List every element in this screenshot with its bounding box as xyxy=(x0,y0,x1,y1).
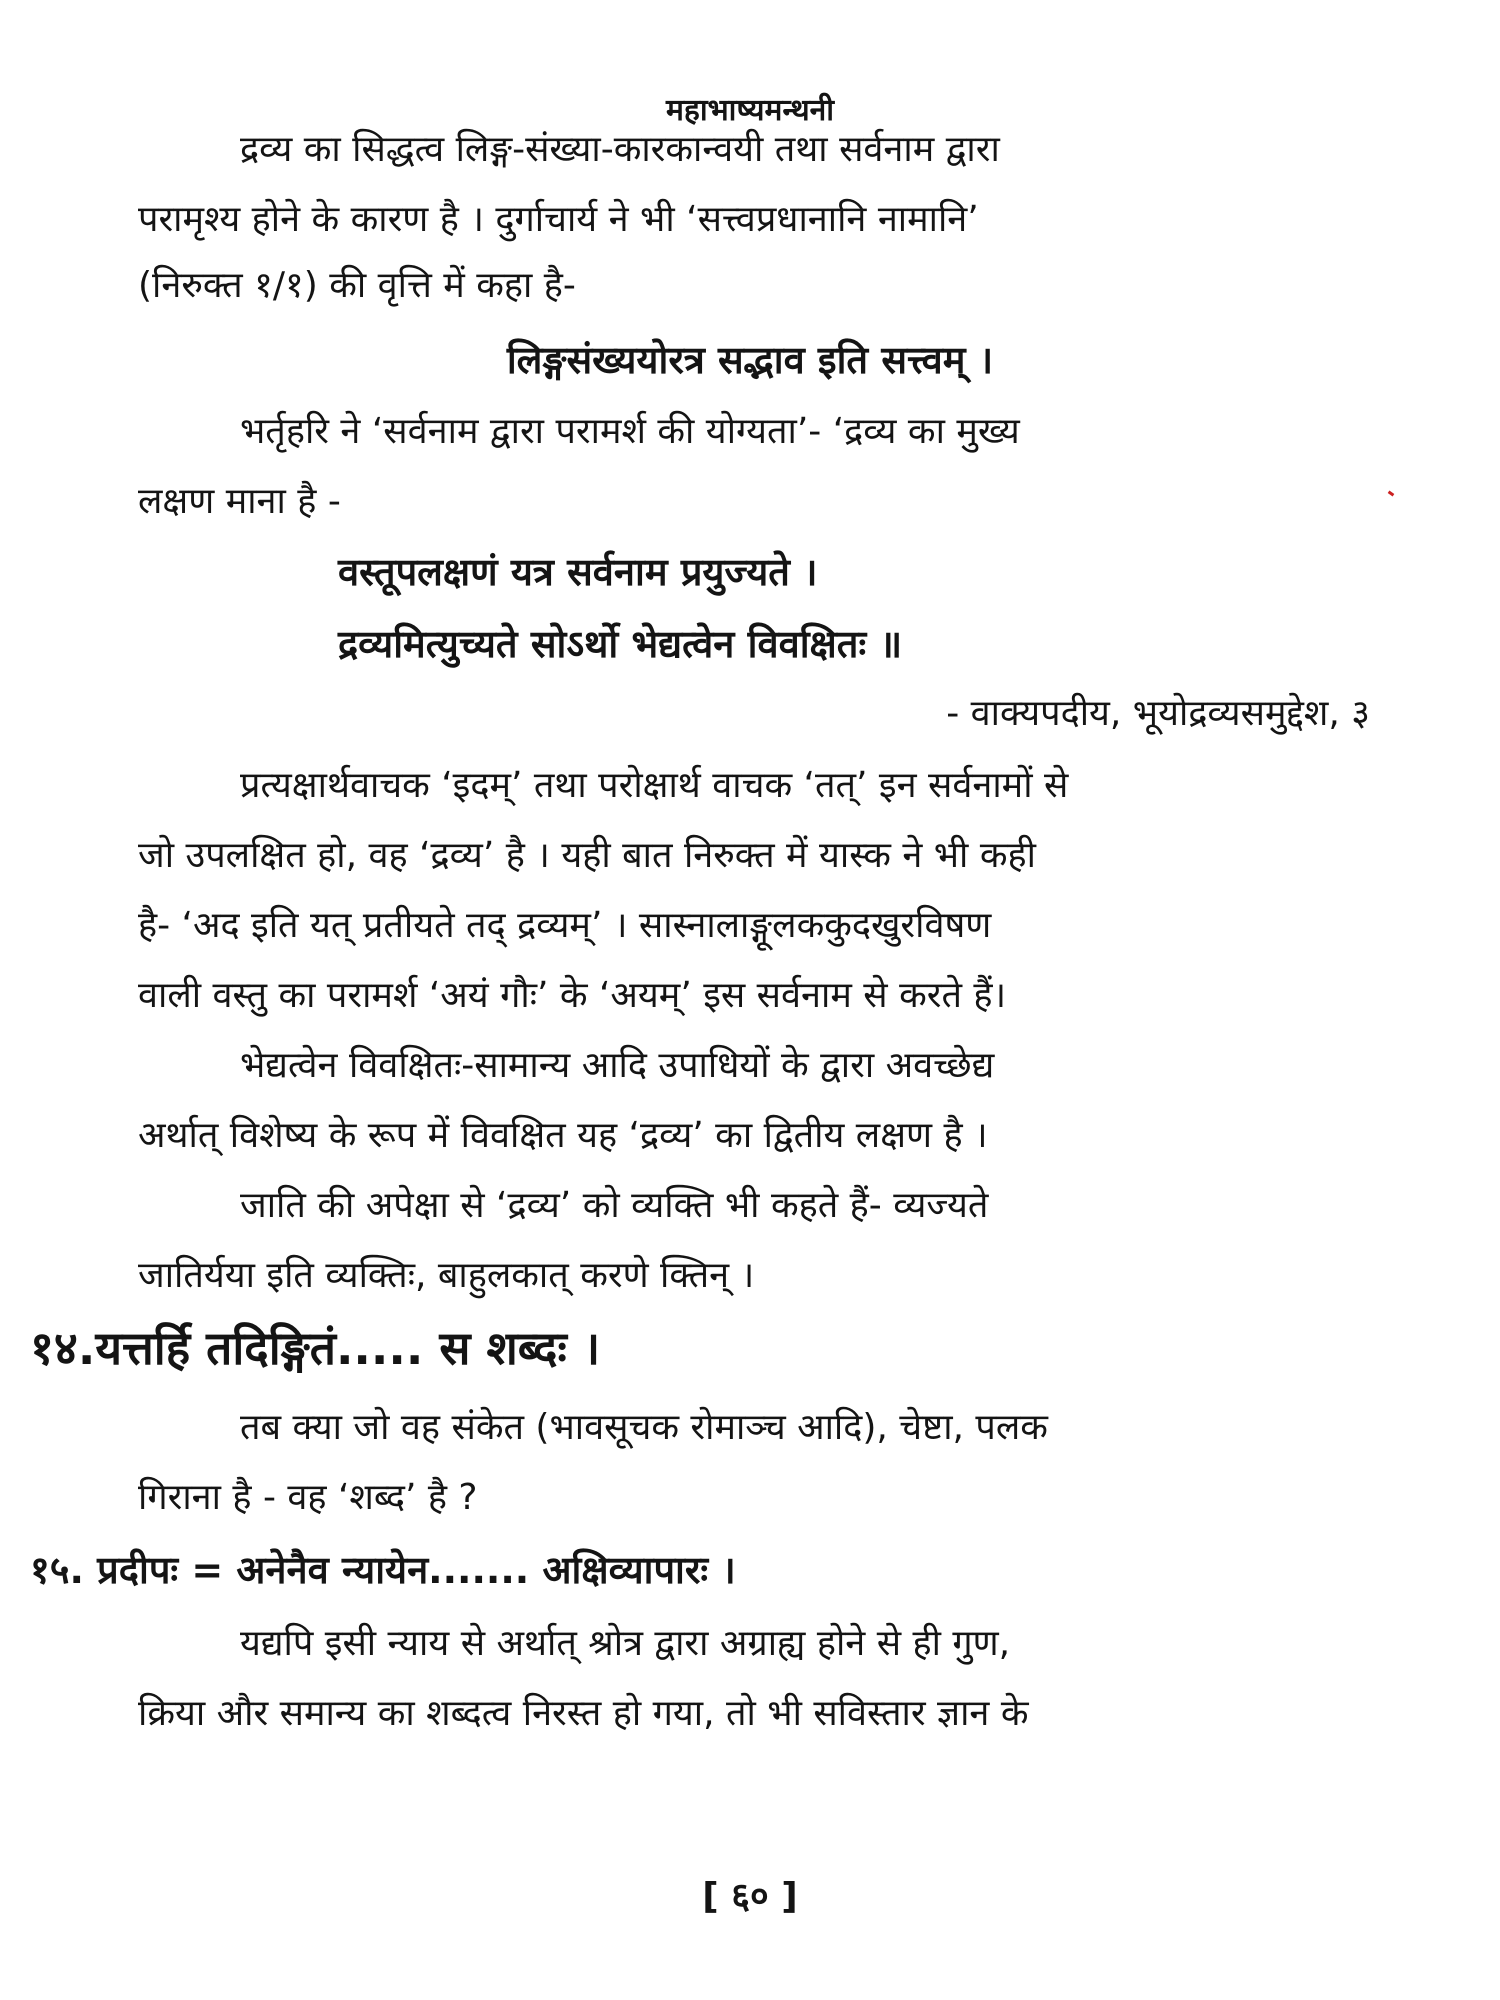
verse-line-1: वस्तूपलक्षणं यत्र सर्वनाम प्रयुज्यते । xyxy=(338,550,818,594)
para1-line-1: द्रव्य का सिद्धत्व लिङ्ग-संख्या-कारकान्वयी तथा सर्वनाम द्वारा xyxy=(240,129,1000,170)
para4-line-2: अर्थात् विशेष्य के रूप में विवक्षित यह ‘द्रव्य’ का द्वितीय लक्षण है । xyxy=(138,1115,988,1156)
para4-line-1: भेद्यत्वेन विवक्षितः-सामान्य आदि उपाधियों के द्वारा अवच्छेद्य xyxy=(240,1045,995,1086)
verse-line-2: द्रव्यमित्युच्यते सोऽर्थो भेद्यत्वेन विवक्षितः ॥ xyxy=(338,622,903,666)
section-14-heading: १४.यत्तर्हि तदिङ्गितं..... स शब्दः । xyxy=(30,1321,601,1375)
running-title: महाभाष्यमन्थनी xyxy=(665,93,835,128)
red-pen-mark xyxy=(1388,491,1395,497)
para3-line-4: वाली वस्तु का परामर्श ‘अयं गौः’ के ‘अयम्’ इस सर्वनाम से करते हैं। xyxy=(138,975,1007,1016)
para1-line-3: (निरुक्त १/१) की वृत्ति में कहा है- xyxy=(138,265,576,306)
section14-line-2: गिराना है - वह ‘शब्द’ है ? xyxy=(138,1477,478,1518)
verse-citation: - वाक्यपदीय, भूयोद्रव्यसमुद्देश, ३ xyxy=(946,693,1370,734)
para2-line-2: लक्षण माना है - xyxy=(138,481,341,522)
page-number: [ ६० ] xyxy=(702,1876,798,1917)
section15-line-2: क्रिया और समान्य का शब्दत्व निरस्त हो गया, तो भी सविस्तार ज्ञान के xyxy=(138,1693,1029,1734)
para3-line-3: है- ‘अद इति यत् प्रतीयते तद् द्रव्यम्’ । सास्नालाङ्गूलककुदखुरविषण xyxy=(138,905,992,946)
section-15-heading: १५. प्रदीपः = अनेनैव न्यायेन....... अक्षिव्यापारः । xyxy=(30,1548,736,1592)
para3-line-1: प्रत्यक्षार्थवाचक ‘इदम्’ तथा परोक्षार्थ वाचक ‘तत्’ इन सर्वनामों से xyxy=(240,765,1069,806)
para2-line-1: भर्तृहरि ने ‘सर्वनाम द्वारा परामर्श की योग्यता’- ‘द्रव्य का मुख्य xyxy=(240,411,1020,452)
para5-line-1: जाति की अपेक्षा से ‘द्रव्य’ को व्यक्ति भी कहते हैं- व्यज्यते xyxy=(240,1185,989,1226)
para5-line-2: जातिर्यया इति व्यक्तिः, बाहुलकात् करणे क्तिन् । xyxy=(138,1255,755,1296)
section14-line-1: तब क्या जो वह संकेत (भावसूचक रोमाञ्च आदि), चेष्टा, पलक xyxy=(240,1407,1048,1448)
para1-line-2: परामृश्य होने के कारण है । दुर्गाचार्य ने भी ‘सत्त्वप्रधानानि नामानि’ xyxy=(138,199,979,240)
quote-sattvam: लिङ्गसंख्ययोरत्र सद्भाव इति सत्त्वम् । xyxy=(506,338,994,382)
section15-line-1: यद्यपि इसी न्याय से अर्थात् श्रोत्र द्वारा अग्राह्य होने से ही गुण, xyxy=(240,1623,1011,1664)
para3-line-2: जो उपलक्षित हो, वह ‘द्रव्य’ है । यही बात निरुक्त में यास्क ने भी कही xyxy=(138,835,1036,876)
